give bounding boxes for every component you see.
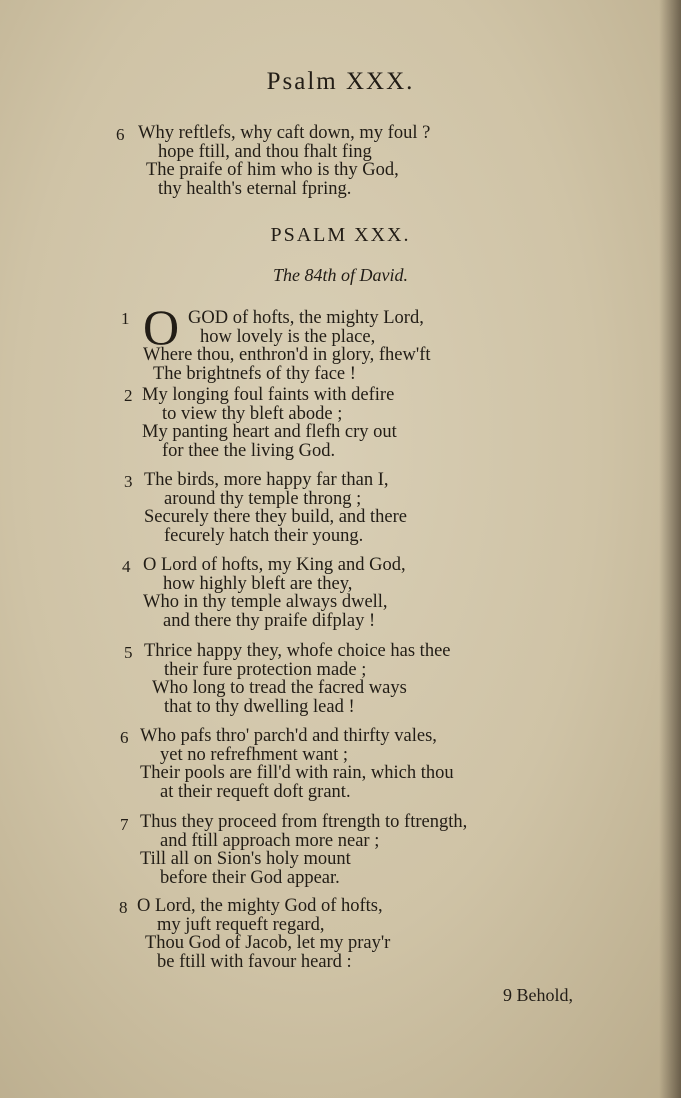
verse-number: 4 (122, 557, 131, 576)
verse-number: 8 (119, 898, 128, 917)
verse-line: for thee the living God. (162, 440, 336, 461)
verse-5 (144, 642, 451, 716)
verse-line: Thou God of Jacob, let my pray'r (145, 933, 391, 954)
verse-line: their fure protection made ; (164, 659, 367, 680)
verse-line: My longing foul faints with defire (142, 385, 395, 405)
verse-line: my juft requeft regard, (157, 914, 325, 935)
running-header: Psalm XXX. (266, 68, 415, 95)
page-edge-shadow (659, 0, 681, 1098)
verse-line: how lovely is the place, (200, 326, 376, 347)
verse-line: thy health's eternal fpring. (158, 178, 352, 199)
verse-line: Who pafs thro' parch'd and thirfty vales, (140, 726, 437, 746)
verse-line: be ftill with favour heard : (157, 951, 352, 972)
verse-number: 6 (116, 125, 125, 144)
verse-line: fecurely hatch their young. (164, 525, 364, 546)
verse-8 (137, 897, 390, 971)
verse-line: The praife of him who is thy God, (146, 160, 399, 181)
verse-6 (140, 727, 454, 801)
verse-line: The birds, more happy far than I, (144, 470, 389, 490)
verse-number: 5 (124, 643, 133, 662)
verse-2 (142, 386, 397, 460)
verse-line: GOD of hofts, the mighty Lord, (188, 308, 424, 328)
verse-number: 2 (124, 386, 133, 405)
verse-line: and ftill approach more near ; (160, 830, 380, 851)
verse-line: Thus they proceed from ftrength to ftrength, (140, 812, 468, 832)
verse-line: Securely there they build, and there (144, 507, 408, 528)
verse-number: 7 (120, 815, 129, 834)
verse-number: 6 (120, 728, 129, 747)
verse-number: 1 (121, 309, 130, 328)
verse-line: yet no refrefhment want ; (160, 744, 349, 765)
verse-1 (143, 309, 431, 383)
psalm-title: PSALM XXX. (270, 224, 411, 246)
drop-cap: O (143, 299, 180, 355)
verse-line: around thy temple throng ; (164, 488, 362, 509)
verse-line: hope ftill, and thou fhalt fing (158, 141, 372, 162)
verse-line: O Lord, the mighty God of hofts, (137, 896, 383, 916)
verse-3 (144, 471, 407, 545)
verse-4 (143, 556, 406, 630)
stanza-prev-6 (138, 124, 430, 198)
verse-7 (140, 813, 467, 887)
verse-line: My panting heart and flefh cry out (142, 422, 397, 443)
verse-line: Why reftlefs, why caft down, my foul ? (138, 123, 431, 143)
verse-line: how highly bleft are they, (163, 573, 353, 594)
verse-line: Till all on Sion's holy mount (140, 849, 351, 870)
verse-line: Where thou, enthron'd in glory, fhew'ft (143, 345, 431, 366)
psalm-subtitle: The 84th of David. (273, 265, 408, 285)
verse-line: Who long to tread the facred ways (152, 678, 407, 699)
verse-line: that to thy dwelling lead ! (164, 696, 355, 717)
verse-line: Their pools are fill'd with rain, which thou (140, 763, 454, 784)
verse-line: O Lord of hofts, my King and God, (143, 555, 406, 575)
verse-number: 3 (124, 472, 133, 491)
verse-line: at their requeft doft grant. (160, 781, 351, 802)
verse-line: and there thy praife difplay ! (163, 610, 376, 631)
verse-line: Who in thy temple always dwell, (143, 592, 388, 613)
verse-line: The brightnefs of thy face ! (153, 363, 356, 384)
verse-line: before their God appear. (160, 867, 340, 888)
verse-line: Thrice happy they, whofe choice has thee (144, 641, 451, 661)
verse-line: to view thy bleft abode ; (162, 403, 343, 424)
catchword: 9 Behold, (503, 985, 573, 1005)
